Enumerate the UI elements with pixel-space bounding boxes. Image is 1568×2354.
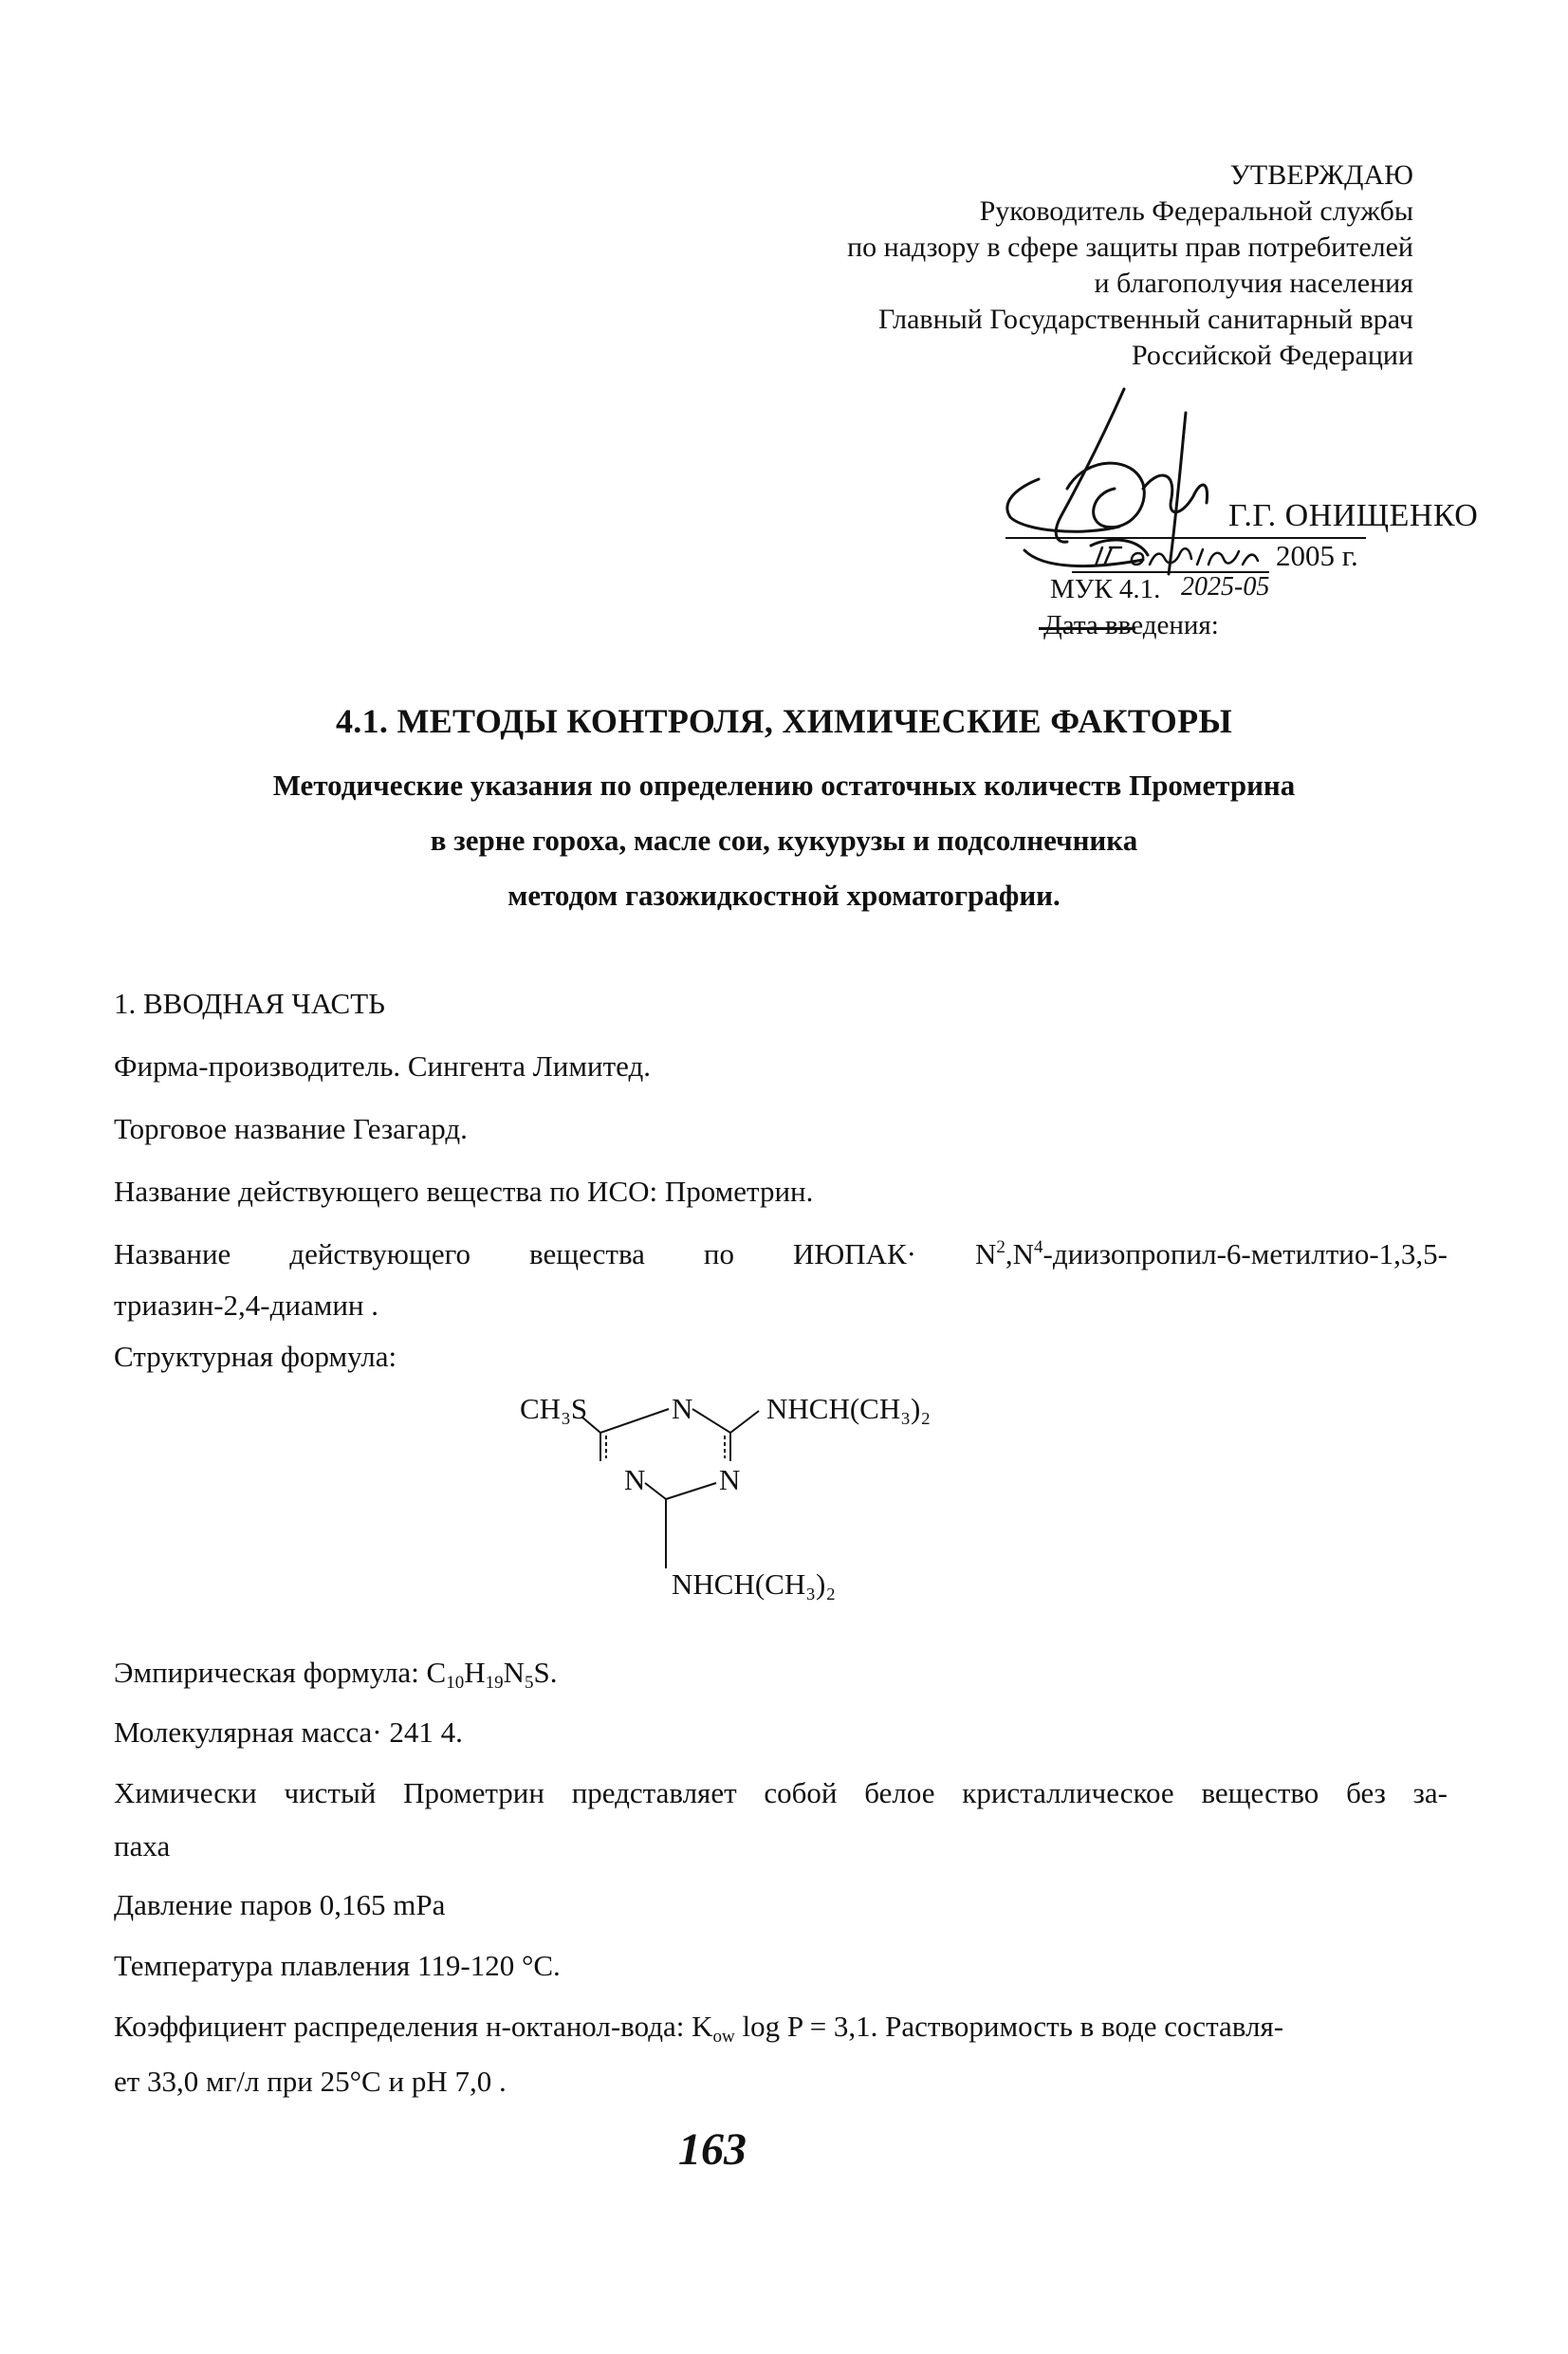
- document-subtitle: методом газожидкостной хроматографии.: [507, 879, 1061, 912]
- word: без: [1346, 1776, 1386, 1809]
- structural-label: Структурная формула:: [114, 1340, 397, 1373]
- document-number-handwritten: 2025-05: [1181, 572, 1270, 602]
- iupac-formula: $N^2,N^4-диизопропил-6-метилтио-1,3,5-$: [974, 1237, 1448, 1270]
- formula-ring-n-top: N: [672, 1392, 693, 1425]
- partition-line: Коэффициент распределения н-октанол-вода: $K_{ow}$ log P = 3,1. Растворимость в воде составля-: [114, 2010, 1284, 2047]
- section-title: 1. ВВОДНАЯ ЧАСТЬ: [114, 987, 385, 1020]
- body-line: Температура плавления 119-120 °С.: [114, 1949, 561, 1982]
- approval-line: по надзору в сфере защиты прав потребителей: [847, 232, 1413, 263]
- word: вещества: [529, 1237, 645, 1270]
- word: Прометрин: [403, 1776, 544, 1809]
- approval-title: УТВЕРЖДАЮ: [1229, 159, 1413, 191]
- structural-formula: [493, 1381, 987, 1637]
- intro-date-label: Дата введения:: [1043, 610, 1219, 640]
- body-line: Торговое название Гезагард.: [114, 1112, 468, 1145]
- word: Название: [114, 1237, 231, 1270]
- word: чистый: [284, 1776, 377, 1809]
- word: действующего: [289, 1237, 471, 1270]
- body-line: Название действующего вещества по ИСО: Прометрин.: [114, 1175, 814, 1208]
- word: вещество: [1201, 1776, 1319, 1809]
- approval-line: и благополучия населения: [1094, 268, 1413, 299]
- approval-line: Российской Федерации: [1131, 340, 1413, 371]
- word: Химически: [114, 1776, 257, 1809]
- empirical-formula: Эмпирическая формула: $C_{10}H_{19}N_5S$.: [114, 1656, 558, 1693]
- document-subtitle: Методические указания по определению остаточных количеств Прометрина: [272, 769, 1296, 802]
- body-line: паха: [114, 1829, 171, 1863]
- body-line: Молекулярная масса· 241 4.: [114, 1715, 463, 1749]
- body-line: триазин-2,4-диамин .: [114, 1288, 379, 1322]
- word: собой: [764, 1776, 838, 1809]
- body-line: ет 33,0 мг/л при 25°С и pH 7,0 .: [114, 2065, 507, 2098]
- formula-ch3s: CH₃S: [520, 1392, 588, 1425]
- body-line: Давление паров 0,165 mPa: [114, 1888, 446, 1921]
- document-subtitle: в зерне гороха, масле сои, кукурузы и подсолнечника: [430, 824, 1138, 857]
- page-number: 163: [678, 2124, 747, 2175]
- approval-block: [847, 158, 1413, 374]
- signature-area: [949, 375, 1480, 659]
- approval-year: 2005 г.: [1276, 539, 1358, 572]
- handwritten-date-icon: [1091, 542, 1271, 572]
- signer-name: Г.Г. ОНИЩЕНКО: [1228, 498, 1479, 533]
- body-line: Фирма-производитель. Сингента Лимитед.: [114, 1049, 652, 1083]
- word: по: [703, 1237, 734, 1270]
- formula-nhch-bottom: NHCH(CH₃)₂: [672, 1567, 837, 1601]
- formula-nhch-top: NHCH(CH₃)₂: [766, 1392, 932, 1425]
- strike-line: [1039, 627, 1135, 630]
- formula-ring-n-right: N: [719, 1463, 741, 1496]
- document-number: МУК 4.1.: [1050, 574, 1161, 604]
- word: кристаллическое: [962, 1776, 1174, 1809]
- word: за-: [1412, 1776, 1448, 1809]
- iupac-line: [114, 1237, 1448, 1271]
- word: представляет: [571, 1776, 737, 1809]
- section-heading: 4.1. МЕТОДЫ КОНТРОЛЯ, ХИМИЧЕСКИЕ ФАКТОРЫ: [335, 702, 1233, 740]
- approval-line: Руководитель Федеральной службы: [979, 195, 1413, 227]
- pure-substance-line: [114, 1776, 1448, 1810]
- approval-line: Главный Государственный санитарный врач: [878, 304, 1413, 335]
- word: белое: [864, 1776, 935, 1809]
- word: ИЮПАК·: [792, 1237, 916, 1270]
- formula-ring-n-left: N: [624, 1463, 646, 1496]
